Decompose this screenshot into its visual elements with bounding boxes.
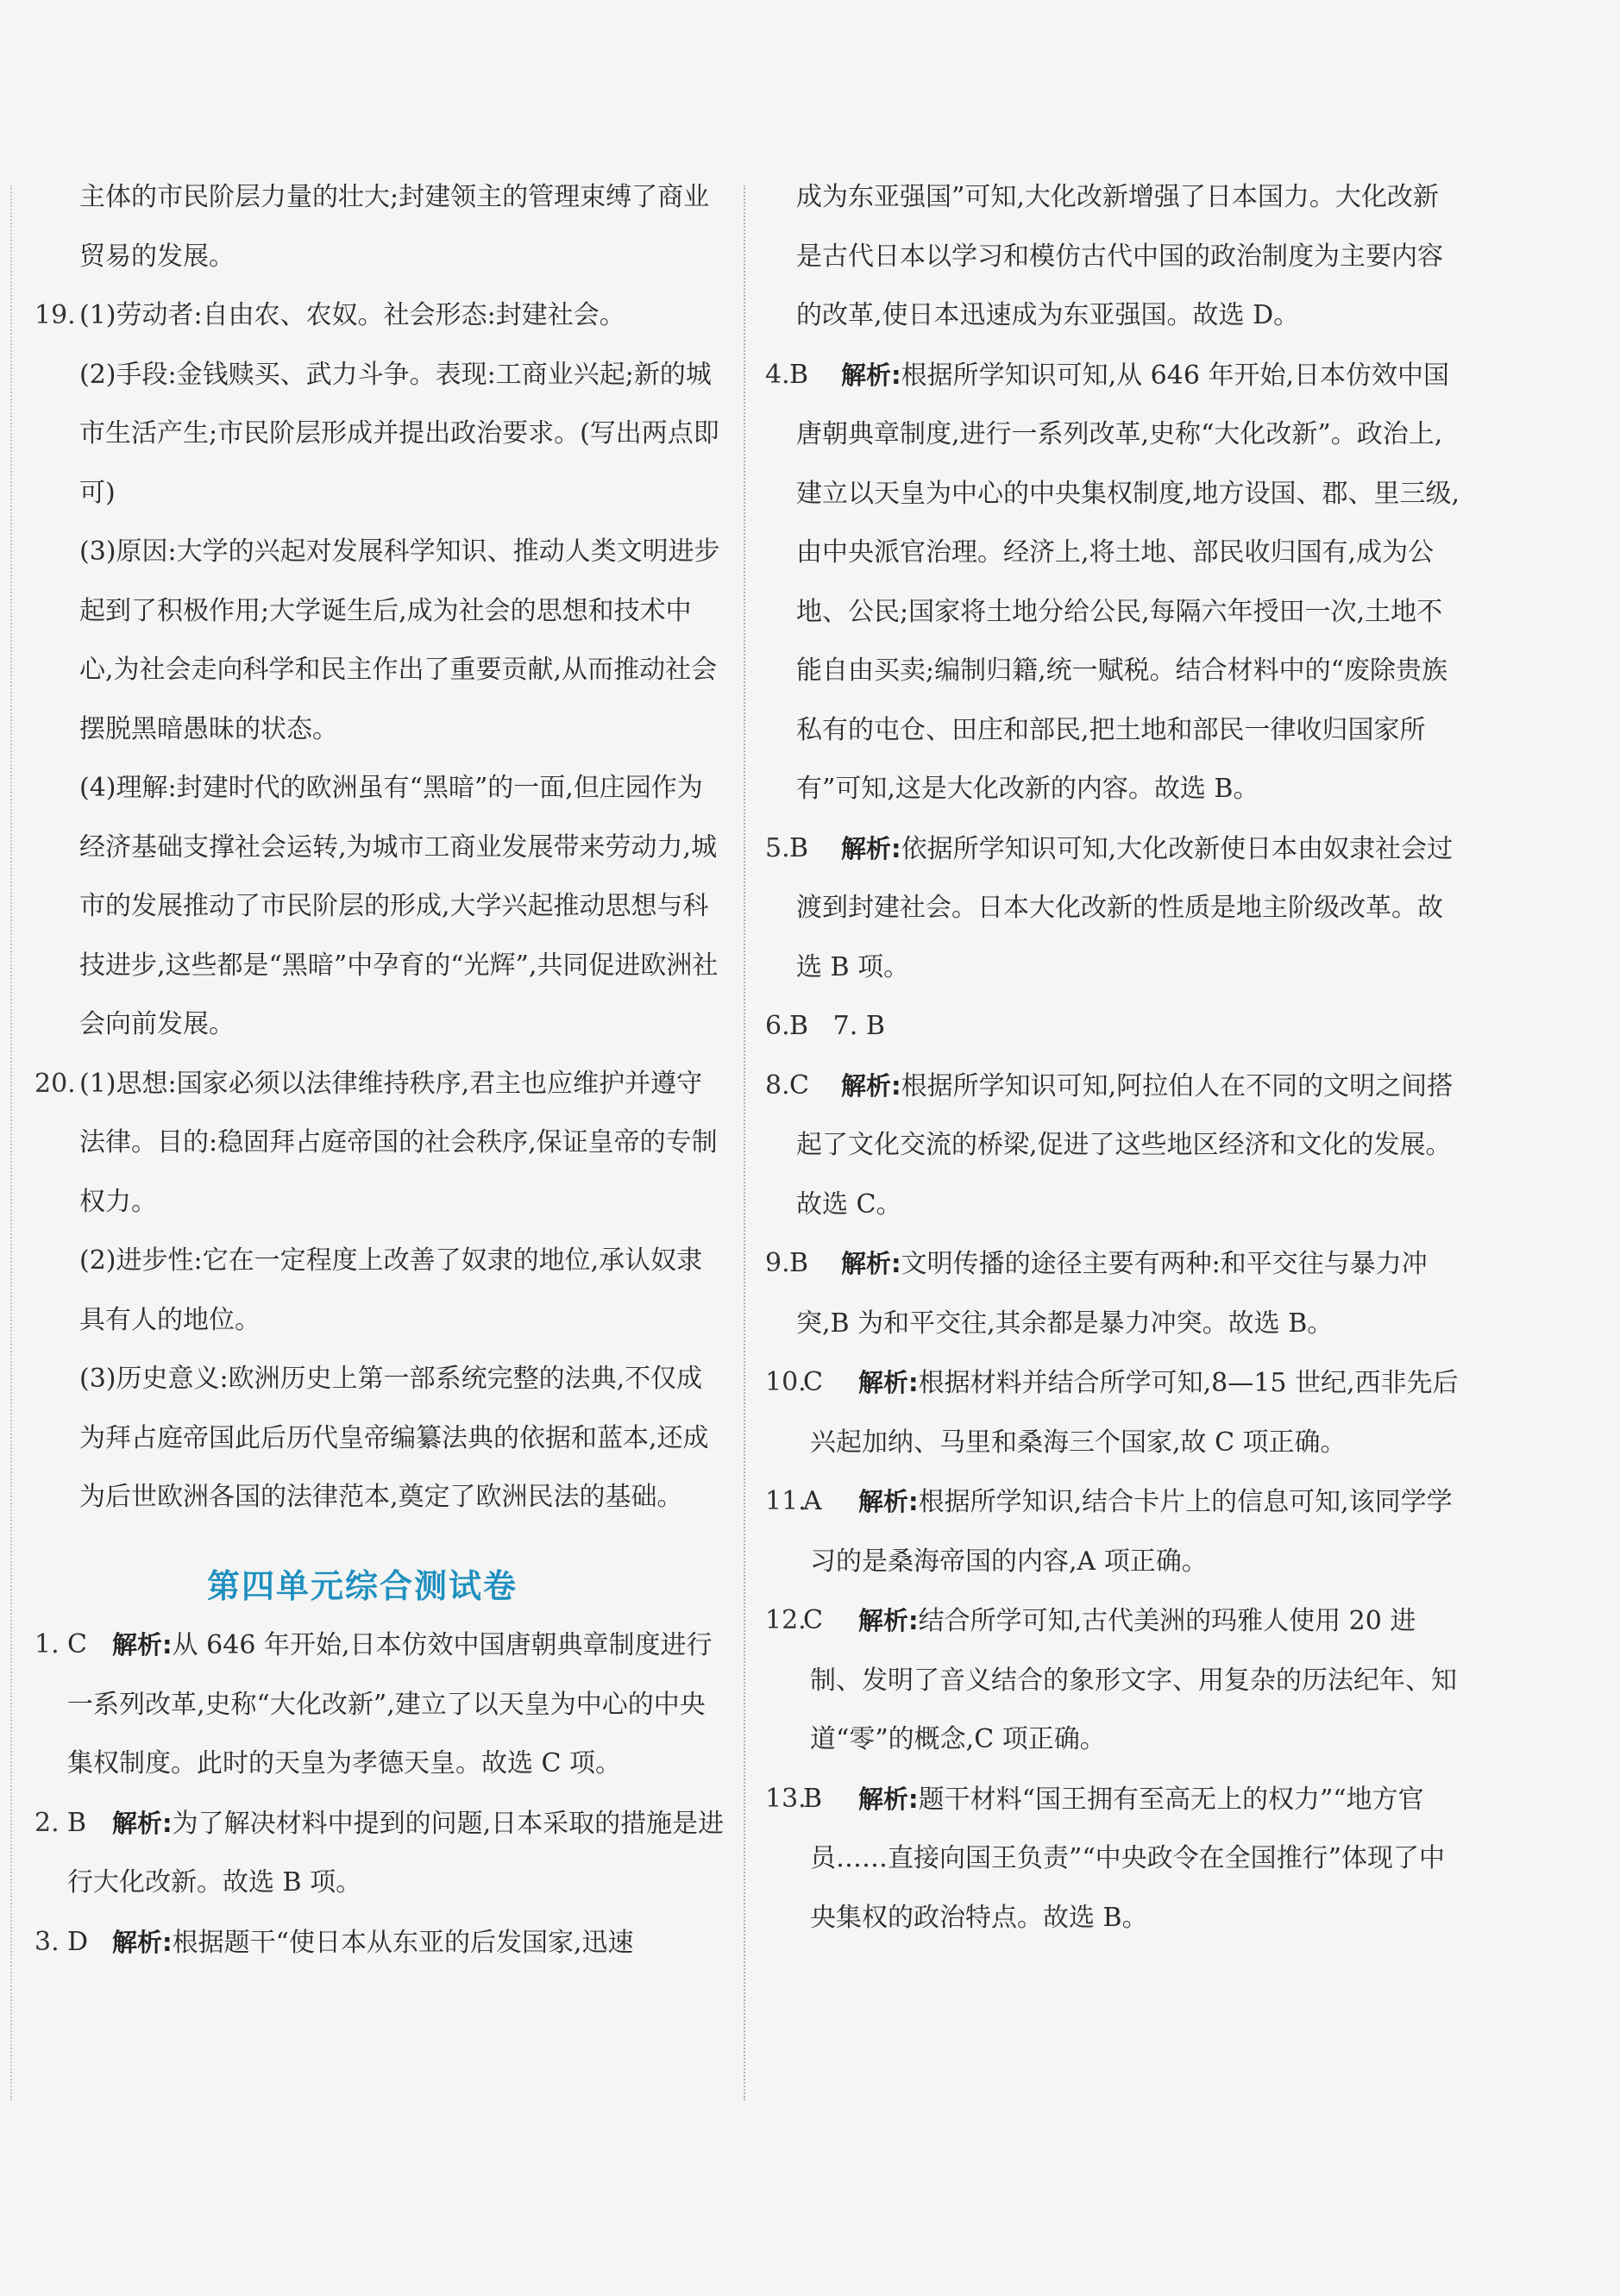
left-column [35,168,725,1973]
question-number: 1. [35,1629,60,1659]
answer-letter: B [789,832,809,863]
right-column [765,168,1462,1948]
question-number: 6. [765,1011,790,1041]
analysis-text: 根据所学知识可知,阿拉伯人在不同的文明之间搭起了文化交流的桥梁,促进了这些地区经济和文化的发展。故选 C。 [796,1070,1454,1220]
answer-letter: C [803,1605,823,1635]
question-number: 10. [765,1367,807,1397]
analysis-text: 结合所学可知,古代美洲的玛雅人使用 20 进制、发明了音义结合的象形文字、用复杂的历法纪年、知道“零”的概念,C 项正确。 [810,1606,1457,1754]
continuation-paragraph: 成为东亚强国”可知,大化改新增强了日本国力。大化改新是古代日本以学习和模仿古代中国的政治制度为主要内容的改革,使日本迅速成为东亚强国。故选 D。 [796,182,1443,330]
answer-item-8 [765,1057,1462,1235]
answer-letter: D [67,1926,89,1957]
question-number: 8. [765,1070,790,1101]
answer-letter: C [789,1070,809,1101]
answer-item-11 [765,1472,1462,1591]
answer-item-4 [765,346,1462,819]
answer-part: (1)劳动者:自由农、农奴。社会形态:封建社会。 [79,300,625,330]
answer-item-5 [765,819,1462,998]
analysis-label: 解析: [858,1368,919,1397]
analysis-label: 解析: [858,1606,919,1635]
left-margin-dots [10,185,12,2100]
answer-part: (4)理解:封建时代的欧洲虽有“黑暗”的一面,但庄园作为经济基础支撑社会运转,为城市工商业发展带来劳动力,城市的发展推动了市民阶层的形成,大学兴起推动思想与科技进步,这些都是“黑暗”中孕育的“光辉”,共同促进欧洲社会向前发展。 [79,773,719,1039]
answer-letter: C [803,1367,823,1397]
answer-item-13 [765,1770,1462,1948]
question-number: 13. [765,1783,807,1814]
analysis-text: 文明传播的途径主要有两种:和平交往与暴力冲突,B 为和平交往,其余都是暴力冲突。故选 B。 [796,1249,1428,1339]
analysis-text: 从 646 年开始,日本仿效中国唐朝典章制度进行一系列改革,史称“大化改新”,建立了以天皇为中心的中央集权制度。此时的天皇为孝德天皇。故选 C 项。 [67,1630,713,1778]
question-number: 2. [35,1807,60,1838]
analysis-label: 解析: [841,1070,901,1101]
answer-letter: B 7. B [789,1011,885,1041]
analysis-label: 解析: [112,1630,173,1659]
analysis-text: 为了解决材料中提到的问题,日本采取的措施是进行大化改新。故选 B 项。 [67,1808,725,1898]
analysis-label: 解析: [858,1487,919,1516]
analysis-label: 解析: [112,1808,173,1838]
analysis-label: 解析: [841,833,901,863]
question-number: 11. [765,1486,807,1516]
question-number: 9. [765,1248,790,1278]
answer-item-2 [35,1794,725,1913]
answer-part: (2)进步性:它在一定程度上改善了奴隶的地位,承认奴隶具有人的地位。 [79,1245,703,1335]
analysis-label: 解析: [841,360,901,390]
answer-item-9 [765,1234,1462,1353]
answer-item-6-7 [765,997,1462,1057]
question-number: 5. [765,832,790,863]
analysis-text: 依据所学知识可知,大化改新使日本由奴隶社会过渡到封建社会。日本大化改新的性质是地主阶级改革。故选 B 项。 [796,833,1454,982]
question-19 [35,286,725,1055]
intro-paragraph: 主体的市民阶层力量的壮大;封建领主的管理束缚了商业贸易的发展。 [79,182,710,272]
question-number: 4. [765,359,790,390]
answer-letter: A [803,1486,822,1516]
analysis-text: 根据所学知识,结合卡片上的信息可知,该同学学习的是桑海帝国的内容,A 项正确。 [810,1487,1453,1577]
answer-part: (3)历史意义:欧洲历史上第一部系统完整的法典,不仅成为拜占庭帝国此后历代皇帝编纂法典的依据和蓝本,还成为后世欧洲各国的法律范本,奠定了欧洲民法的基础。 [79,1364,709,1512]
section-title: 第四单元综合测试卷 [207,1566,518,1605]
analysis-text: 题干材料“国王拥有至高无上的权力”“地方官员……直接向国王负责”“中央政令在全国推行”体现了中央集权的政治特点。故选 B。 [810,1784,1446,1933]
answer-letter: B [789,1248,809,1278]
answer-letter: B [803,1783,823,1814]
answer-letter: C [67,1629,87,1659]
answer-part: (2)手段:金钱赎买、武力斗争。表现:工商业兴起;新的城市生活产生;市民阶层形成并提出政治要求。(写出两点即可) [79,359,719,508]
analysis-label: 解析: [858,1784,919,1814]
analysis-text: 根据材料并结合所学可知,8—15 世纪,西非先后兴起加纳、马里和桑海三个国家,故 C 项正确。 [810,1368,1459,1458]
answer-part: (3)原因:大学的兴起对发展科学知识、推动人类文明进步起到了积极作用;大学诞生后,成为社会的思想和技术中心,为社会走向科学和民主作出了重要贡献,从而推动社会摆脱黑暗愚昧的状态。 [79,536,720,744]
question-number: 12. [765,1605,807,1635]
question-20 [35,1055,725,1528]
question-number: 3. [35,1926,60,1957]
column-divider [744,185,745,2100]
analysis-label: 解析: [112,1927,173,1957]
question-number: 19. [35,300,76,330]
question-number: 20. [35,1068,76,1099]
answer-item-1 [35,1615,725,1794]
analysis-text: 根据题干“使日本从东亚的后发国家,迅速 [172,1927,634,1958]
answer-item-3 [35,1913,725,1973]
answer-letter: B [789,359,809,390]
answer-item-12 [765,1591,1462,1770]
answer-part: (1)思想:国家必须以法律维持秩序,君主也应维护并遵守法律。目的:稳固拜占庭帝国的社会秩序,保证皇帝的专制权力。 [79,1068,718,1217]
answer-item-10 [765,1353,1462,1472]
answer-letter: B [67,1807,87,1838]
analysis-text: 根据所学知识可知,从 646 年开始,日本仿效中国唐朝典章制度,进行一系列改革,史称“大化改新”。政治上,建立以天皇为中心的中央集权制度,地方设国、郡、里三级,由中央派官治理。经济上,将土地、部民收归国有,成为公地、公民;国家将土地分给公民,每隔六年授田一次,土地不能自由买卖;编制归籍,统一赋税。结合材料中的“废除贵族私有的屯仓、田庄和部民,把土地和部民一律收归国家所有”可知,这是大化改新的内容。故选 B。 [796,360,1460,804]
analysis-label: 解析: [841,1249,901,1278]
